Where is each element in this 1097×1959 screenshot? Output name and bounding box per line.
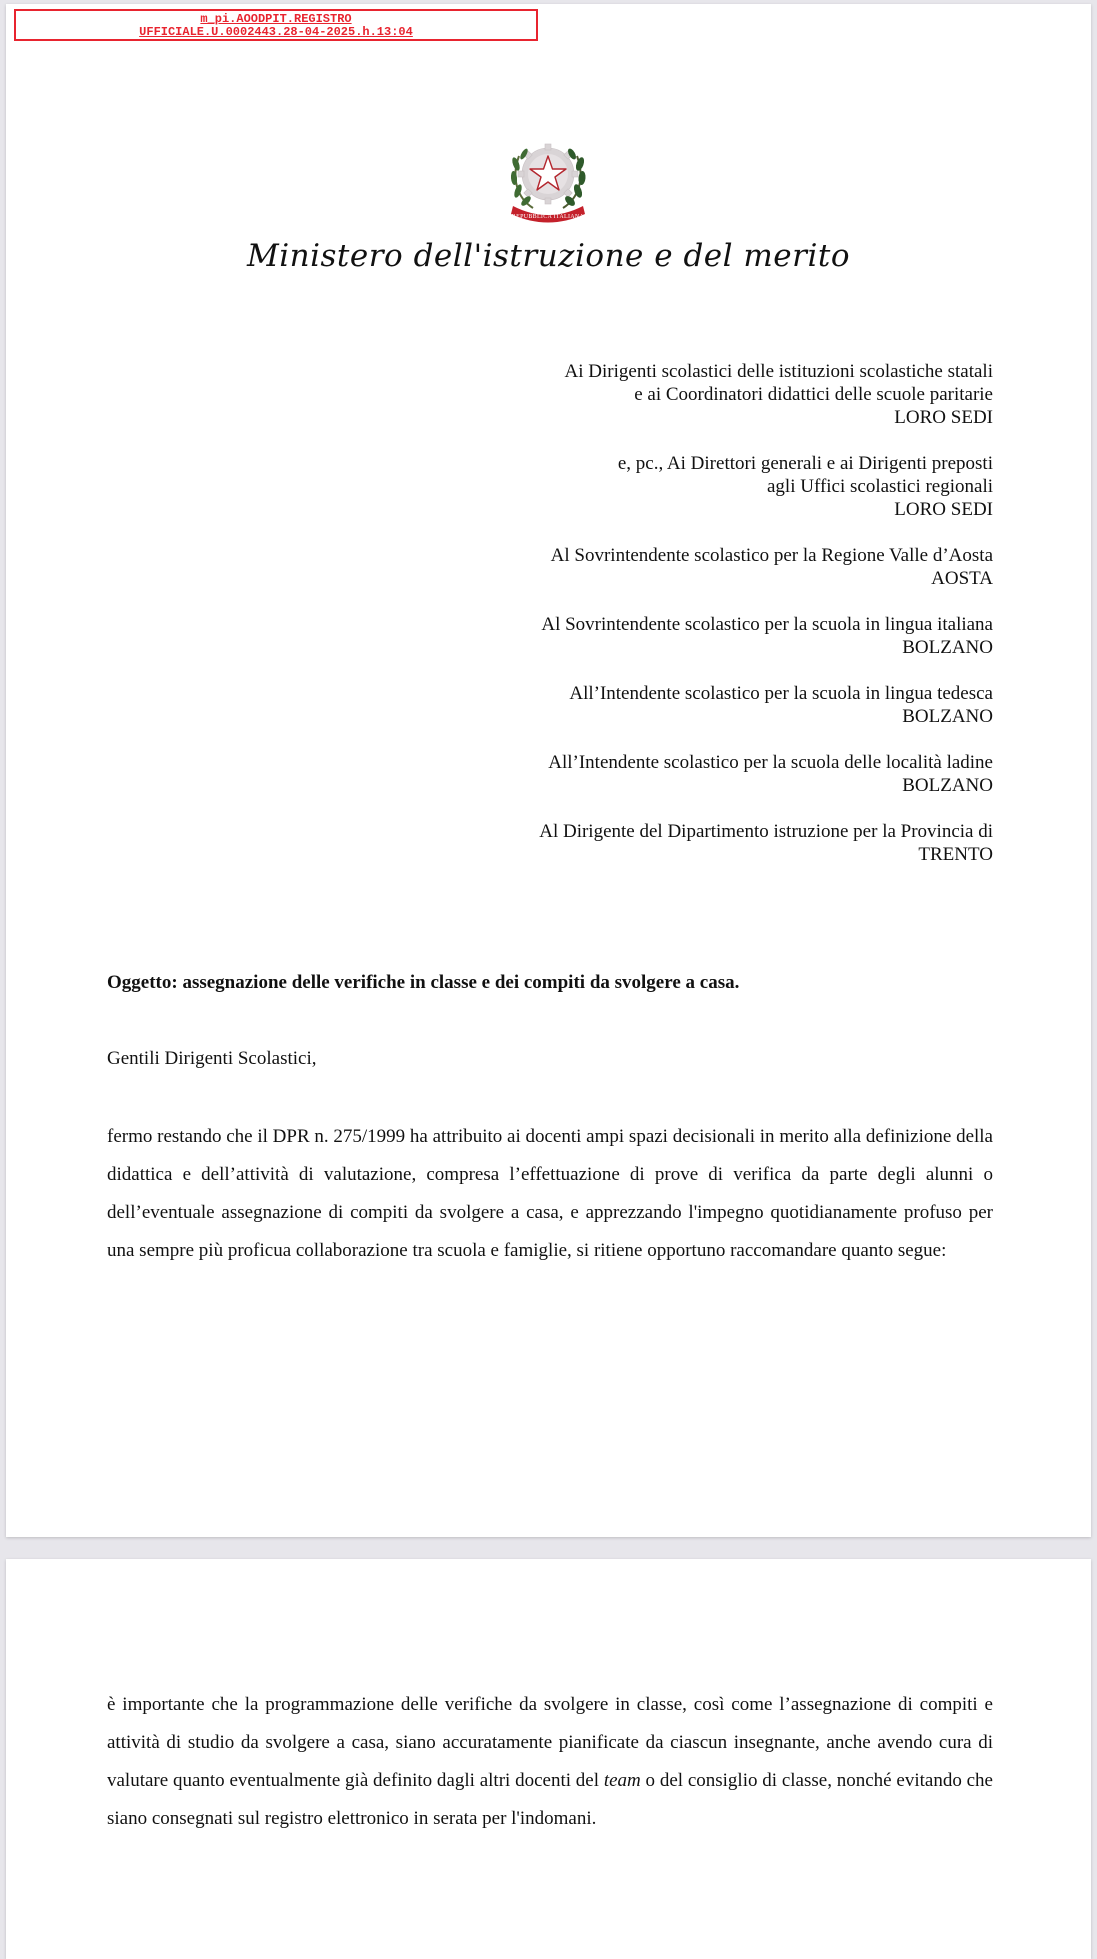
addressee-line: e, pc., Ai Direttori generali e ai Dirigenti preposti xyxy=(617,453,993,474)
subject-line: Oggetto: assegnazione delle verifiche in classe e dei compiti da svolgere a casa. xyxy=(107,972,740,993)
addressees-block xyxy=(539,360,993,889)
addressee-line: Al Dirigente del Dipartimento istruzione per la Provincia di xyxy=(539,821,993,842)
addressee-location: BOLZANO xyxy=(902,775,993,796)
addressee-line: All’Intendente scolastico per la scuola delle località ladine xyxy=(548,752,993,773)
protocol-stamp xyxy=(14,9,538,41)
addressee-line: agli Uffici scolastici regionali xyxy=(767,476,993,497)
ministry-title: Ministero dell'istruzione e del merito xyxy=(246,238,851,274)
protocol-stamp-line-2: UFFICIALE.U.0002443.28-04-2025.h.13:04 xyxy=(139,25,413,39)
addressee-location: BOLZANO xyxy=(902,637,993,658)
addressee-line: Al Sovrintendente scolastico per la scuola in lingua italiana xyxy=(541,614,993,635)
document-page-1 xyxy=(6,4,1091,1537)
addressee-location: TRENTO xyxy=(918,844,993,865)
addressee-line: Al Sovrintendente scolastico per la Regione Valle d’Aosta xyxy=(550,545,993,566)
addressee-bolzano-italian xyxy=(539,613,993,659)
italic-term: team xyxy=(603,1770,641,1791)
addressee-location: BOLZANO xyxy=(902,706,993,727)
addressee-line: e ai Coordinatori didattici delle scuole paritarie xyxy=(634,384,993,405)
addressee-bolzano-ladin xyxy=(539,751,993,797)
addressee-school-heads xyxy=(539,360,993,429)
italian-republic-emblem-icon xyxy=(503,134,593,224)
addressee-line: Ai Dirigenti scolastici delle istituzioni scolastiche statali xyxy=(564,361,993,382)
addressee-aosta xyxy=(539,544,993,590)
protocol-stamp-line-1: m_pi.AOODPIT.REGISTRO xyxy=(200,12,352,26)
addressee-trento xyxy=(539,820,993,866)
greeting: Gentili Dirigenti Scolastici, xyxy=(107,1048,317,1069)
emblem-ribbon-text: REPUBBLICA ITALIANA xyxy=(511,214,585,220)
addressee-regional-directors xyxy=(539,452,993,521)
body-paragraph-2 xyxy=(107,1686,993,1838)
addressee-location: LORO SEDI xyxy=(894,407,993,428)
addressee-line: All’Intendente scolastico per la scuola in lingua tedesca xyxy=(569,683,993,704)
body-paragraph-1: fermo restando che il DPR n. 275/1999 ha attribuito ai docenti ampi spazi decisionali in merito alla definizione della didattica e dell’attività di valutazione, compresa l’effettuazione di prove di verifica da parte degli alunni o dell’eventuale assegnazione di compiti da svolgere a casa, e apprezzando l'impegno quotidianamente profuso per una sempre più proficua collaborazione tra scuola e famiglie, si ritiene opportuno raccomandare quanto segue: xyxy=(107,1126,993,1261)
paragraph-text: o del consiglio di classe, nonché evitando che siano consegnati sul registro elettronico in serata per l'indomani. xyxy=(107,1770,993,1829)
addressee-location: AOSTA xyxy=(931,568,993,589)
addressee-bolzano-german xyxy=(539,682,993,728)
document-page-2 xyxy=(6,1559,1091,1959)
paragraph-text: è importante che la programmazione delle verifiche da svolgere in classe, così come l’assegnazione di compiti e attività di studio da svolgere a casa, siano accuratamente pianificate da ciascun insegnante, anche avendo cura di valutare quanto eventualmente già definito dagli altri docenti del xyxy=(107,1694,993,1791)
addressee-location: LORO SEDI xyxy=(894,499,993,520)
